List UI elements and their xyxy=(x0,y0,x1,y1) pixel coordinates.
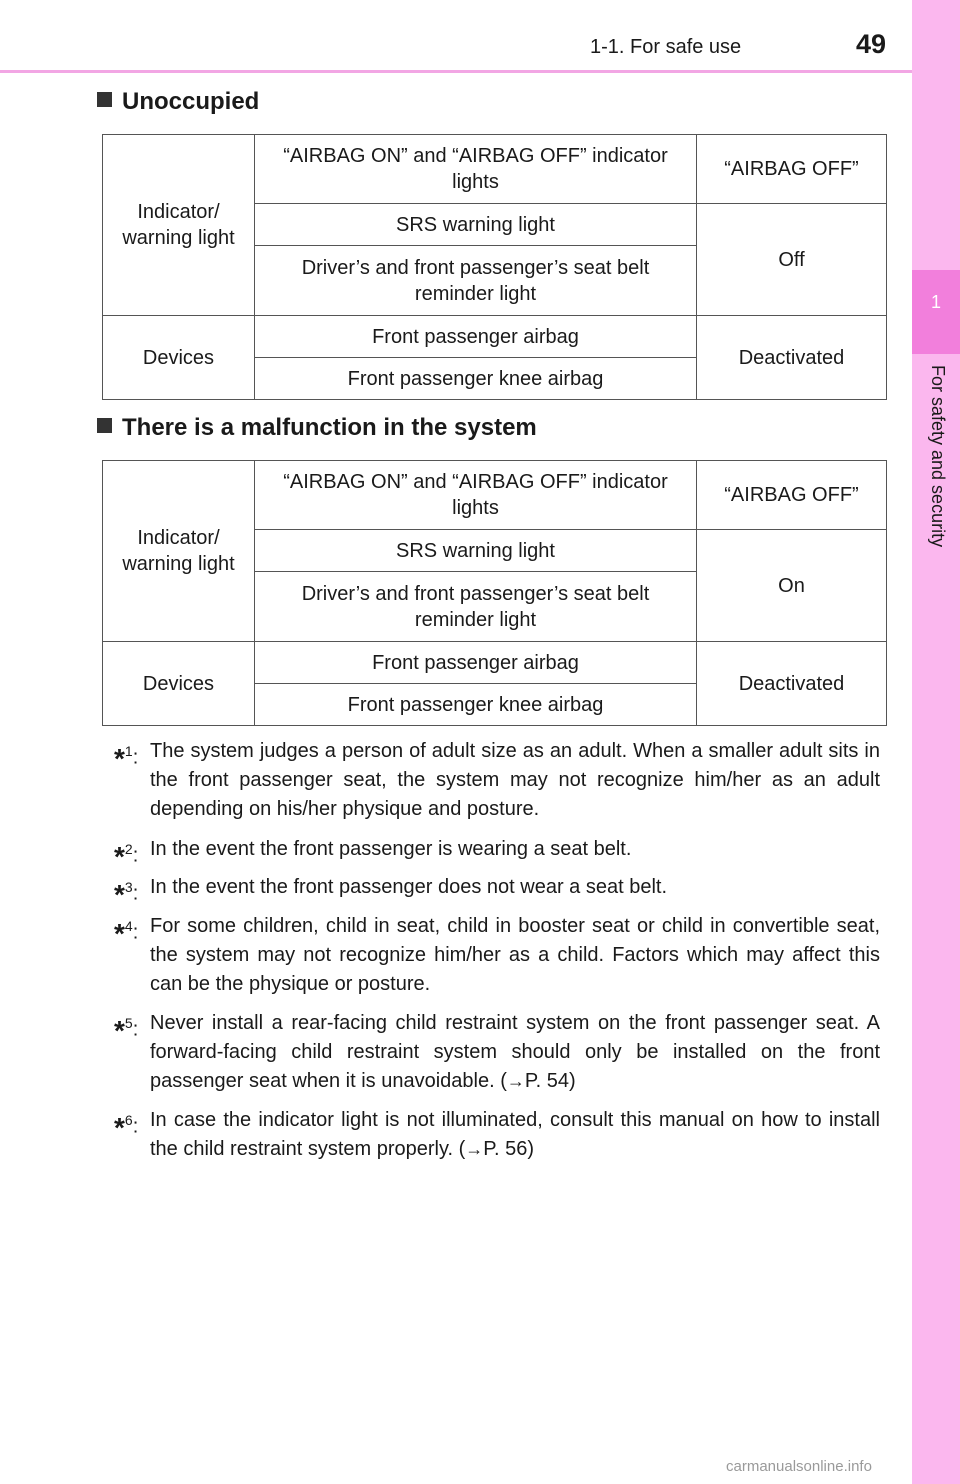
footnote-text: In case the indicator light is not illuminated, consult this manual on how to install the child restraint system properly. (→P. 56) xyxy=(150,1109,880,1160)
status-table-malfunction xyxy=(102,460,887,726)
row-header-indicator: Indicator/ warning light xyxy=(103,135,255,316)
row-header-indicator: Indicator/ warning light xyxy=(103,461,255,642)
arrow-right-icon: → xyxy=(465,1139,484,1159)
passenger-knee-airbag-label: Front passenger knee airbag xyxy=(255,358,697,400)
footnote-3 xyxy=(114,873,880,910)
page-reference-link[interactable]: P. 54 xyxy=(524,1070,570,1092)
row-header-devices: Devices xyxy=(103,316,255,400)
footnote-marker: *$^1$: xyxy=(114,742,139,774)
row-header-devices: Devices xyxy=(103,642,255,726)
devices-value: Deactivated xyxy=(697,316,887,400)
passenger-airbag-label: Front passenger airbag xyxy=(255,642,697,684)
footnote-marker: *$^6$: xyxy=(114,1111,139,1143)
page-reference-link[interactable]: P. 56 xyxy=(483,1138,528,1160)
heading-text: There is a malfunction in the system xyxy=(122,414,537,441)
footnote-6 xyxy=(114,1106,880,1164)
chapter-number: 1 xyxy=(930,292,941,312)
passenger-airbag-label: Front passenger airbag xyxy=(255,316,697,358)
indicator-lights-label: “AIRBAG ON” and “AIRBAG OFF” indicator lights xyxy=(255,461,697,530)
footnote-text: In the event the front passenger is wearing a seat belt. xyxy=(150,838,632,860)
footnote-marker: *$^3$: xyxy=(114,878,139,910)
indicator-lights-value: “AIRBAG OFF” xyxy=(697,135,887,204)
footnote-marker: *$^5$: xyxy=(114,1014,139,1046)
footnote-text: The system judges a person of adult size as an adult. When a smaller adult sits in the front passenger seat, the system may not recognize him/her as an adult depending on his/her physique and posture. xyxy=(150,740,880,820)
watermark: carmanualsonline.info xyxy=(726,1458,872,1475)
seat-belt-reminder-label: Driver’s and front passenger’s seat belt reminder light xyxy=(255,572,697,642)
chapter-number-badge xyxy=(912,270,960,354)
footnote-marker: *$^4$: xyxy=(114,917,139,949)
footnote-text: In the event the front passenger does not wear a seat belt. xyxy=(150,876,668,898)
bullet-square-icon xyxy=(97,418,112,433)
section-heading-unoccupied xyxy=(97,88,259,116)
status-table-unoccupied xyxy=(102,134,887,400)
header-divider xyxy=(0,70,912,73)
footnote-4 xyxy=(114,912,880,999)
warning-lights-value: On xyxy=(697,530,887,642)
warning-lights-value: Off xyxy=(697,204,887,316)
section-title: 1-1. For safe use xyxy=(590,36,742,58)
footnote-2 xyxy=(114,835,880,872)
devices-value: Deactivated xyxy=(697,642,887,726)
footnote-5 xyxy=(114,1009,880,1096)
footnote-1 xyxy=(114,737,880,824)
arrow-right-icon: → xyxy=(506,1071,525,1091)
indicator-lights-value: “AIRBAG OFF” xyxy=(697,461,887,530)
chapter-side-tab xyxy=(912,0,960,1484)
heading-text: Unoccupied xyxy=(122,88,260,115)
footnote-text: For some children, child in seat, child in booster seat or child in convertible seat, the system may not recognize him/her as a child. Factors which may affect this can be the physique or posture. xyxy=(150,915,880,995)
seat-belt-reminder-label: Driver’s and front passenger’s seat belt reminder light xyxy=(255,246,697,316)
bullet-square-icon xyxy=(97,92,112,107)
passenger-knee-airbag-label: Front passenger knee airbag xyxy=(255,684,697,726)
page-number: 49 xyxy=(856,29,887,59)
indicator-lights-label: “AIRBAG ON” and “AIRBAG OFF” indicator lights xyxy=(255,135,697,204)
footnote-text: Never install a rear-facing child restraint system on the front passenger seat. A forward-facing child restraint system should only be installed on the front passenger seat when it is unavoidable. (→P. 54) xyxy=(150,1012,880,1092)
footnote-marker: *$^2$: xyxy=(114,840,139,872)
chapter-title: For safety and security xyxy=(928,365,948,548)
section-heading-malfunction xyxy=(97,414,537,442)
srs-warning-light-label: SRS warning light xyxy=(255,204,697,246)
srs-warning-light-label: SRS warning light xyxy=(255,530,697,572)
